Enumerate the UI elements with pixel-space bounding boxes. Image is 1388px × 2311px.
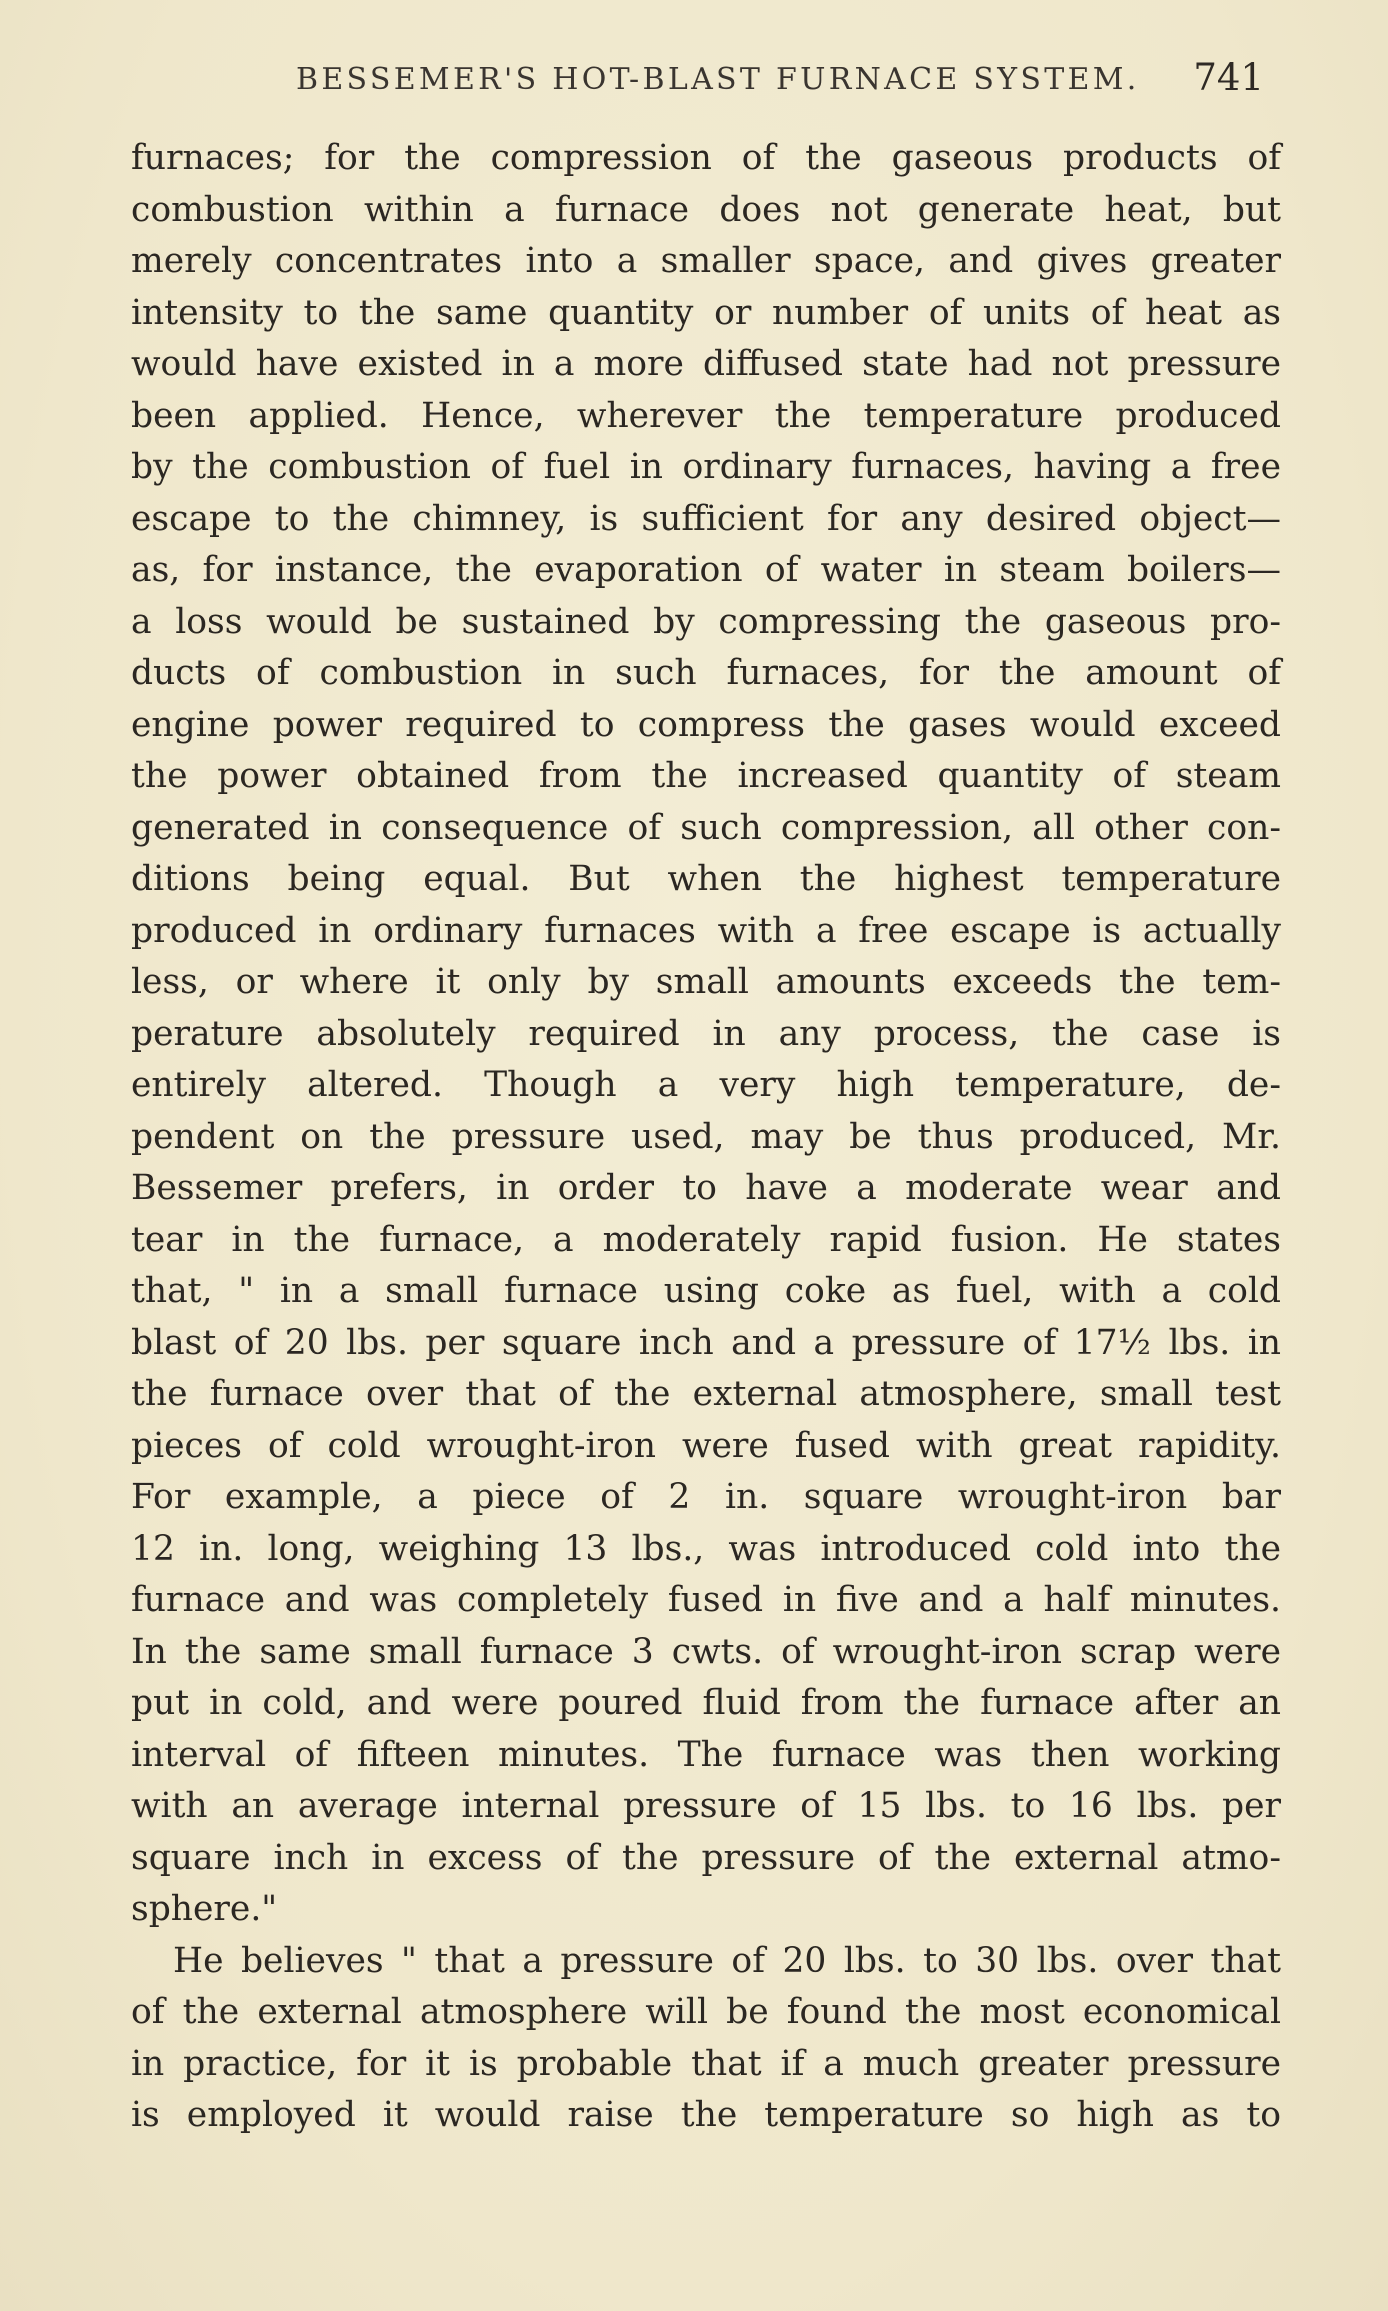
text-line: entirely altered. Though a very high temperature, de-: [131, 1065, 1281, 1105]
text-line: as, for instance, the evaporation of water in steam boilers—: [131, 550, 1281, 590]
text-line: He believes " that a pressure of 20 lbs. to 30 lbs. over that: [173, 1940, 1281, 1981]
text-line: by the combustion of fuel in ordinary furnaces, having a free: [131, 447, 1281, 487]
text-line: merely concentrates into a smaller space, and gives greater: [131, 241, 1281, 281]
text-line: the furnace over that of the external atmosphere, small test: [131, 1374, 1281, 1414]
text-line: 12 in. long, weighing 13 lbs., was introduced cold into the: [131, 1528, 1281, 1569]
text-line: In the same small furnace 3 cwts. of wrought-iron scrap were: [131, 1631, 1281, 1672]
text-line: engine power required to compress the gases would exceed: [131, 704, 1281, 745]
page-number: 741: [1193, 56, 1264, 99]
text-line: pieces of cold wrought-iron were fused with great rapidity.: [131, 1425, 1281, 1466]
text-line: furnaces; for the compression of the gaseous products of: [131, 138, 1281, 178]
text-line: would have existed in a more diffused state had not pressure: [131, 344, 1281, 384]
text-line: For example, a piece of 2 in. square wrought-iron bar: [131, 1477, 1281, 1517]
text-line: perature absolutely required in any process, the case is: [131, 1013, 1281, 1054]
text-line: with an average internal pressure of 15 lbs. to 16 lbs. per: [131, 1786, 1281, 1826]
text-line: intensity to the same quantity or number of units of heat as: [131, 292, 1281, 333]
text-line: less, or where it only by small amounts exceeds the tem-: [131, 962, 1281, 1002]
text-line: blast of 20 lbs. per square inch and a pressure of 17½ lbs. in: [131, 1322, 1281, 1363]
text-line: is employed it would raise the temperature so high as to: [131, 2095, 1281, 2135]
running-title: BESSEMER'S HOT-BLAST FURNACE SYSTEM.: [296, 62, 1140, 97]
running-head: [296, 56, 1264, 104]
text-line: produced in ordinary furnaces with a free escape is actually: [131, 910, 1281, 951]
text-line: the power obtained from the increased quantity of steam: [131, 756, 1281, 796]
text-line: sphere.": [131, 1889, 278, 1929]
text-line: interval of fifteen minutes. The furnace was then working: [131, 1734, 1281, 1775]
paragraph-1: [131, 133, 1281, 1936]
text-line: pendent on the pressure used, may be thus produced, Mr.: [131, 1116, 1281, 1157]
text-line: square inch in excess of the pressure of the external atmo-: [131, 1837, 1281, 1878]
paragraph-2: [131, 1936, 1281, 2142]
text-line: ducts of combustion in such furnaces, for the amount of: [131, 653, 1281, 693]
text-line: a loss would be sustained by compressing the gaseous pro-: [131, 601, 1281, 642]
text-line: escape to the chimney, is sufficient for any desired object—: [131, 498, 1281, 539]
text-line: put in cold, and were poured fluid from the furnace after an: [131, 1683, 1281, 1723]
text-line: ditions being equal. But when the highest temperature: [131, 859, 1281, 899]
text-line: of the external atmosphere will be found the most economical: [131, 1992, 1281, 2032]
text-line: been applied. Hence, wherever the temperature produced: [131, 395, 1281, 436]
text-line: Bessemer prefers, in order to have a moderate wear and: [131, 1168, 1281, 1208]
body-text: [131, 133, 1281, 2142]
text-line: in practice, for it is probable that if a much greater pressure: [131, 2043, 1281, 2084]
text-line: combustion within a furnace does not generate heat, but: [131, 189, 1281, 230]
text-line: furnace and was completely fused in five and a half minutes.: [131, 1580, 1281, 1620]
text-line: that, " in a small furnace using coke as fuel, with a cold: [131, 1271, 1281, 1311]
text-line: tear in the furnace, a moderately rapid fusion. He states: [131, 1219, 1281, 1260]
text-line: generated in consequence of such compression, all other con-: [131, 807, 1281, 848]
